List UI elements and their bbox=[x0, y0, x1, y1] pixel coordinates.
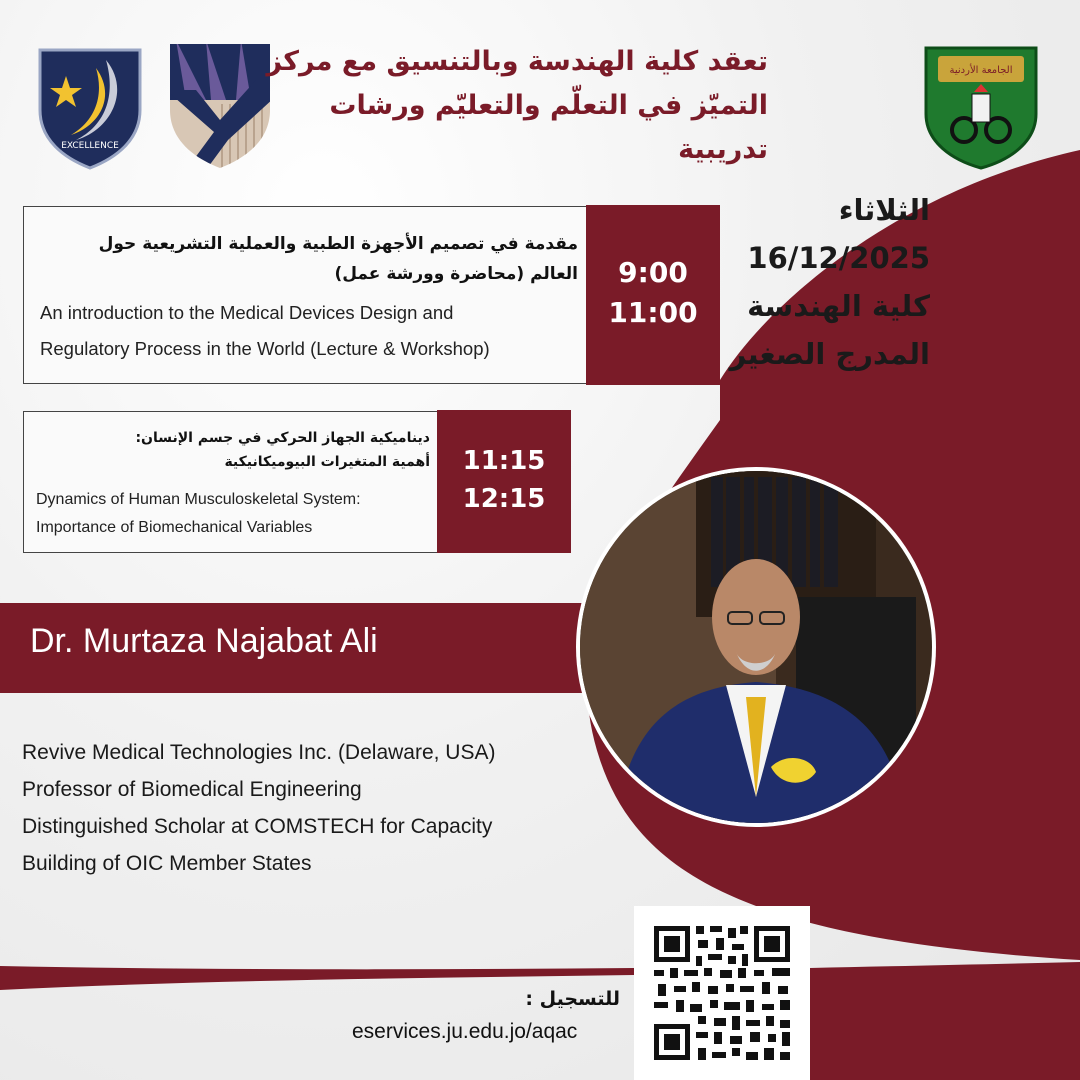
bio-line-3: Distinguished Scholar at COMSTECH for Capacity bbox=[22, 815, 493, 838]
speaker-photo bbox=[576, 467, 936, 827]
session-1-title-ar-line2: العالم (محاضرة وورشة عمل) bbox=[334, 264, 578, 284]
registration-url[interactable]: eservices.ju.edu.jo/aqac bbox=[352, 1020, 578, 1043]
speaker-name: Dr. Murtaza Najabat Ali bbox=[30, 622, 378, 660]
session-2-title-en-line1: Dynamics of Human Musculoskeletal System: bbox=[36, 491, 361, 508]
session-1-start: 9:00 bbox=[618, 256, 688, 289]
session-2-card bbox=[23, 411, 441, 553]
event-faculty: كلية الهندسة bbox=[747, 289, 930, 323]
session-2-time bbox=[437, 410, 571, 553]
excellence-logo-text: EXCELLENCE bbox=[61, 141, 119, 151]
registration-label: للتسجيل : bbox=[525, 988, 620, 1010]
session-2-title-ar-line2: أهمية المتغيرات البيوميكانيكية bbox=[224, 454, 430, 470]
session-1-title-en-line2: Regulatory Process in the World (Lecture & Workshop) bbox=[40, 338, 490, 359]
bio-line-4: Building of OIC Member States bbox=[22, 852, 312, 875]
bio-line-2: Professor of Biomedical Engineering bbox=[22, 778, 362, 801]
session-1-time bbox=[586, 205, 720, 385]
bio-line-1: Revive Medical Technologies Inc. (Delaware, USA) bbox=[22, 741, 496, 764]
event-info bbox=[690, 186, 930, 378]
session-2-title-ar-line1: ديناميكية الجهاز الحركي في جسم الإنسان: bbox=[135, 430, 430, 446]
university-logo-text: الجامعة الأردنية bbox=[949, 65, 1013, 76]
header-line-1: تعقد كلية الهندسة وبالتنسيق مع مركز bbox=[266, 46, 768, 77]
header-announcement bbox=[248, 40, 768, 172]
event-venue: المدرج الصغير bbox=[729, 337, 930, 371]
university-of-jordan-logo bbox=[922, 40, 1040, 170]
header-line-2: التميّز في التعلّم والتعليّم ورشات تدريبية bbox=[329, 90, 768, 165]
registration-qr-code[interactable] bbox=[634, 906, 810, 1080]
event-date: 16/12/2025 bbox=[747, 241, 930, 275]
excellence-center-logo bbox=[36, 40, 144, 170]
speaker-bio bbox=[22, 734, 622, 882]
session-1-end: 11:00 bbox=[608, 296, 698, 329]
bottom-right-maroon bbox=[810, 962, 1080, 1080]
qr-code-icon bbox=[634, 906, 810, 1080]
session-1-title-ar-line1: مقدمة في تصميم الأجهزة الطبية والعملية التشريعية حول bbox=[98, 234, 578, 254]
session-2-start: 11:15 bbox=[462, 446, 546, 476]
session-1-card bbox=[23, 206, 591, 384]
session-2-end: 12:15 bbox=[462, 484, 546, 514]
session-1-title-en-line1: An introduction to the Medical Devices Design and bbox=[40, 302, 454, 323]
session-2-title-en-line2: Importance of Biomechanical Variables bbox=[36, 519, 313, 536]
event-day: الثلاثاء bbox=[838, 193, 930, 227]
